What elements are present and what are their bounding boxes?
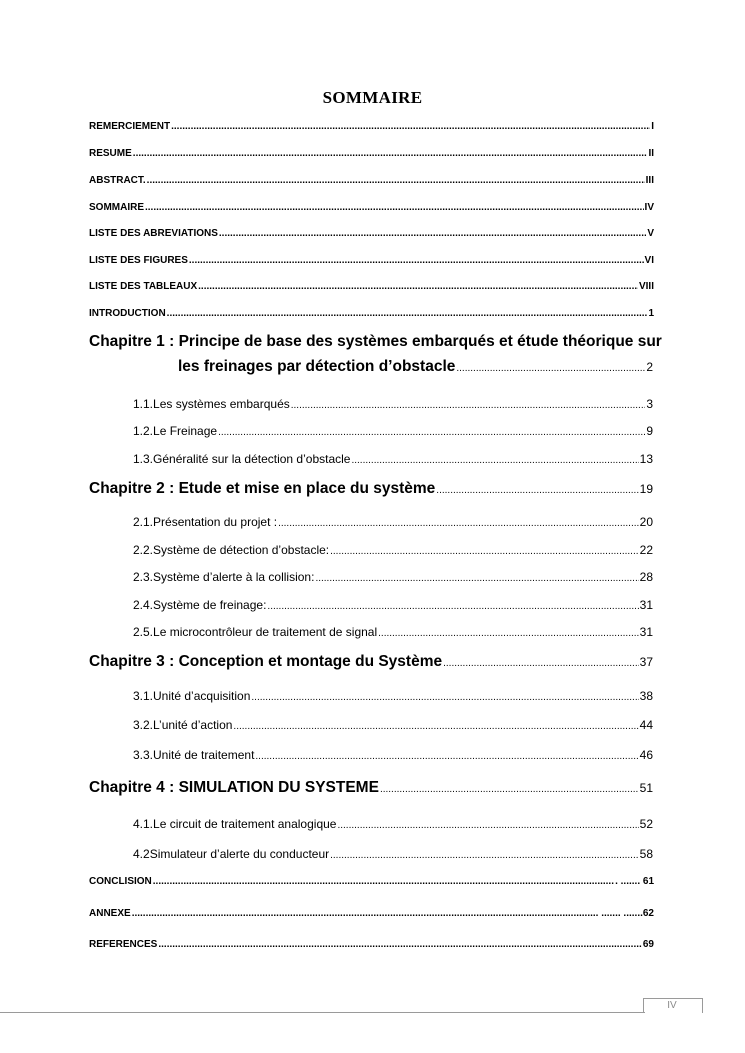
dot-leader	[167, 308, 648, 319]
toc-page: III	[645, 175, 654, 186]
toc-label: LISTE DES FIGURES	[89, 255, 188, 266]
dot-leader	[337, 820, 638, 831]
toc-page: 31	[639, 598, 653, 612]
toc-section-4-1[interactable]	[133, 817, 653, 831]
toc-label: Généralité sur la détection d’obstacle	[153, 452, 351, 466]
section-number: 2.1.	[133, 515, 154, 529]
dot-leader	[219, 228, 646, 239]
section-number: 1.1.	[133, 397, 154, 411]
toc-entry-conclision[interactable]	[89, 876, 654, 887]
toc-label: Présentation du projet :	[153, 515, 278, 529]
toc-page: . ....... 61	[615, 876, 654, 887]
toc-entry-sommaire[interactable]	[89, 202, 654, 213]
toc-label: Système de freinage:	[153, 598, 267, 612]
toc-label: Le Freinage	[153, 424, 218, 438]
section-number: 2.2.	[133, 543, 154, 557]
toc-page: 28	[639, 570, 653, 584]
section-number: 2.4.	[133, 598, 154, 612]
dot-leader	[351, 455, 638, 466]
toc-page: 19	[639, 482, 653, 496]
toc-entry-abstract[interactable]	[89, 175, 654, 186]
toc-section-2-1[interactable]	[133, 515, 653, 529]
dot-leader	[158, 939, 642, 950]
dot-leader	[153, 876, 614, 887]
toc-page: 31	[639, 625, 653, 639]
toc-label: les freinages par détection d’obstacle	[178, 358, 456, 375]
toc-label: Le microcontrôleur de traitement de signal	[153, 625, 378, 639]
toc-page: . ....... .......62	[595, 908, 654, 919]
toc-label: Système de détection d’obstacle:	[153, 543, 330, 557]
toc-section-2-2[interactable]	[133, 543, 653, 557]
dot-leader	[147, 175, 645, 186]
dot-leader	[198, 281, 638, 292]
chapter1-heading-line2[interactable]	[178, 358, 653, 376]
toc-section-1-3[interactable]	[133, 452, 653, 466]
page-number: IV	[667, 1000, 677, 1011]
toc-label: Chapitre 4 : SIMULATION DU SYSTEME	[89, 779, 379, 796]
toc-page: II	[648, 148, 654, 159]
toc-section-2-4[interactable]	[133, 598, 653, 612]
toc-label: L’unité d’action	[153, 718, 233, 732]
dot-leader	[218, 427, 645, 438]
toc-label: Unité de traitement	[153, 748, 255, 762]
dot-leader	[145, 202, 644, 213]
toc-page: 9	[646, 424, 653, 438]
toc-section-3-3[interactable]	[133, 748, 653, 762]
toc-label: Les systèmes embarqués	[153, 397, 290, 411]
chapter2-heading[interactable]	[89, 480, 653, 498]
toc-page: V	[647, 228, 654, 239]
dot-leader	[291, 400, 646, 411]
toc-entry-tableaux[interactable]	[89, 281, 654, 292]
toc-label: SOMMAIRE	[89, 202, 144, 213]
chapter4-heading[interactable]	[89, 779, 653, 797]
toc-entry-references[interactable]	[89, 939, 654, 950]
toc-entry-abreviations[interactable]	[89, 228, 654, 239]
dot-leader	[278, 518, 639, 529]
dot-leader	[315, 573, 638, 584]
dot-leader	[255, 751, 638, 762]
section-number: 3.1.	[133, 689, 154, 703]
dot-leader	[380, 784, 639, 795]
toc-label: CONCLISION	[89, 876, 152, 887]
section-number: 3.2.	[133, 718, 154, 732]
toc-label: Chapitre 3 : Conception et montage du Système	[89, 653, 443, 670]
toc-page: 51	[639, 781, 653, 795]
toc-page: 3	[646, 397, 653, 411]
dot-leader	[443, 658, 639, 669]
toc-page: 20	[639, 515, 653, 529]
toc-section-4-2[interactable]	[133, 847, 653, 861]
toc-label: LISTE DES TABLEAUX	[89, 281, 198, 292]
page-title: SOMMAIRE	[322, 88, 423, 107]
section-number: 3.3.	[133, 748, 154, 762]
dot-leader	[267, 601, 638, 612]
toc-label: ANNEXE	[89, 908, 131, 919]
toc-label: REMERCIEMENT	[89, 121, 171, 132]
toc-page: 38	[639, 689, 653, 703]
toc-entry-resume[interactable]	[89, 148, 654, 159]
toc-page: I	[651, 121, 654, 132]
dot-leader	[330, 546, 639, 557]
toc-section-3-1[interactable]	[133, 689, 653, 703]
toc-label: LISTE DES ABREVIATIONS	[89, 228, 218, 239]
dot-leader	[456, 363, 645, 374]
toc-page: VIII	[638, 281, 654, 292]
toc-section-1-1[interactable]	[133, 397, 653, 411]
dot-leader	[189, 255, 644, 266]
toc-section-2-5[interactable]	[133, 625, 653, 639]
toc-label: RESUME	[89, 148, 132, 159]
dot-leader	[132, 908, 595, 919]
dot-leader	[330, 850, 639, 861]
dot-leader	[233, 721, 638, 732]
toc-entry-figures[interactable]	[89, 255, 654, 266]
toc-page: IV	[644, 202, 654, 213]
toc-label: Simulateur d’alerte du conducteur	[149, 847, 330, 861]
dot-leader	[436, 485, 638, 496]
toc-page: 1	[648, 308, 654, 319]
footer-rule	[0, 1012, 645, 1013]
toc-label: Chapitre 2 : Etude et mise en place du système	[89, 480, 436, 497]
toc-section-1-2[interactable]	[133, 424, 653, 438]
dot-leader	[251, 692, 638, 703]
toc-label: INTRODUCTION	[89, 308, 166, 319]
chapter1-heading-line1[interactable]: Chapitre 1 : Principe de base des systèmes embarqués et étude théorique sur	[89, 333, 662, 350]
toc-page: 44	[639, 718, 653, 732]
section-number: 4.1.	[133, 817, 154, 831]
toc-entry-annexe[interactable]	[89, 908, 654, 919]
section-number: 1.2.	[133, 424, 154, 438]
toc-label: ABSTRACT.	[89, 175, 146, 186]
toc-page: 58	[639, 847, 653, 861]
toc-page: 69	[642, 939, 654, 950]
toc-label: Le circuit de traitement analogique	[153, 817, 337, 831]
dot-leader	[171, 121, 650, 132]
toc-label: Unité d’acquisition	[153, 689, 251, 703]
toc-label: REFERENCES	[89, 939, 158, 950]
toc-section-2-3[interactable]	[133, 570, 653, 584]
chapter3-heading[interactable]	[89, 653, 653, 671]
toc-entry-remerciement[interactable]	[89, 121, 654, 132]
section-number: 1.3.	[133, 452, 154, 466]
toc-page: 46	[639, 748, 653, 762]
section-number: 2.3.	[133, 570, 154, 584]
toc-label: Système d’alerte à la collision:	[153, 570, 315, 584]
toc-page: VI	[644, 255, 654, 266]
section-number: 4.2	[133, 847, 150, 861]
toc-entry-introduction[interactable]	[89, 308, 654, 319]
section-number: 2.5.	[133, 625, 154, 639]
toc-section-3-2[interactable]	[133, 718, 653, 732]
toc-page: 13	[639, 452, 653, 466]
toc-page: 2	[646, 360, 653, 374]
dot-leader	[133, 148, 648, 159]
toc-page: 22	[639, 543, 653, 557]
toc-page: 52	[639, 817, 653, 831]
toc-page: 37	[639, 655, 653, 669]
dot-leader	[378, 628, 639, 639]
